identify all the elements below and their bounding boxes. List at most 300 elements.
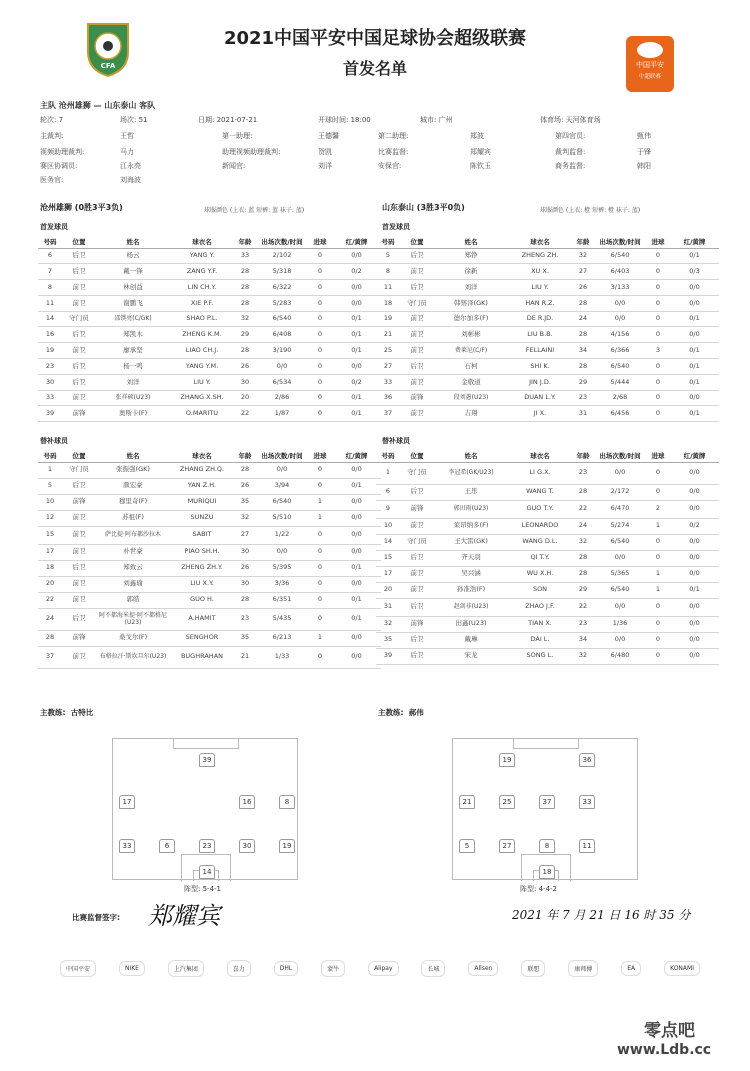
table-cell: 0/0	[256, 462, 308, 478]
cfa-logo-text: CFA	[100, 62, 116, 70]
sponsor-logo: 康师傅	[568, 960, 598, 977]
table-cell: 0	[308, 264, 332, 280]
table-cell: 33	[234, 248, 256, 264]
table-cell: 0	[308, 359, 332, 375]
table-cell: 3	[646, 343, 670, 359]
table-cell: 后卫	[400, 632, 434, 648]
table-cell: 0	[646, 374, 670, 390]
table-cell: GUO T.Y.	[508, 500, 572, 518]
table-cell: 前锋	[400, 616, 434, 632]
table-cell: 3/36	[256, 576, 308, 592]
table-row	[376, 566, 719, 582]
table-cell: 守门员	[62, 311, 96, 327]
player-shirt-icon: 33	[119, 839, 135, 853]
column-header: 出场次数/时间	[594, 450, 646, 462]
meta-field: 马力	[120, 148, 134, 156]
table-row	[376, 311, 719, 327]
table-cell: 0/0	[670, 500, 719, 518]
table-cell: 前卫	[400, 406, 434, 422]
table-cell: 2/172	[594, 484, 646, 500]
table-cell: 1	[646, 582, 670, 598]
table-cell: 6	[38, 248, 62, 264]
table-cell: 0	[308, 311, 332, 327]
table-cell: 28	[572, 359, 594, 375]
meta-field: 王哲	[120, 132, 134, 140]
table-cell: 28	[38, 630, 62, 646]
table-cell: LIN CH.Y.	[170, 280, 234, 296]
table-cell: 6/540	[594, 248, 646, 264]
table-cell: 0	[646, 280, 670, 296]
table-cell: 5	[38, 478, 62, 494]
table-cell: 1	[308, 510, 332, 526]
table-cell: 0/1	[332, 608, 381, 630]
table-cell: 0/1	[332, 343, 381, 359]
table-cell: 32	[376, 616, 400, 632]
player-shirt-icon: 27	[499, 839, 515, 853]
table-cell: 0	[308, 478, 332, 494]
table-cell: 37	[376, 406, 400, 422]
table-cell: 齐天羽	[434, 550, 508, 566]
table-cell: 1/22	[256, 526, 308, 544]
column-header: 进球	[646, 450, 670, 462]
column-header: 号码	[38, 236, 62, 248]
table-cell: 戴一锋	[96, 264, 170, 280]
table-cell: 0/0	[332, 544, 381, 560]
table-row	[38, 359, 381, 375]
table-cell: 前卫	[400, 343, 434, 359]
table-cell: 15	[38, 526, 62, 544]
table-cell: 0	[308, 462, 332, 478]
table-row	[38, 544, 381, 560]
table-cell: 0	[646, 462, 670, 484]
table-cell: 0	[308, 280, 332, 296]
table-cell: 李冠希(GK/U23)	[434, 462, 508, 484]
table-cell: 前卫	[62, 592, 96, 608]
meta-field: 安保官:	[378, 162, 402, 170]
table-cell: SENGHOR	[170, 630, 234, 646]
meta-field: 郑波	[470, 132, 484, 140]
table-cell: 32	[234, 510, 256, 526]
table-cell: 21	[376, 327, 400, 343]
table-cell: 阿不都海米提·阿不都格尼(U23)	[96, 608, 170, 630]
table-cell: 0/0	[670, 632, 719, 648]
table-cell: 28	[234, 295, 256, 311]
table-row	[38, 462, 381, 478]
table-cell: 0/1	[332, 592, 381, 608]
table-row	[38, 494, 381, 510]
table-row	[376, 582, 719, 598]
table-cell: 布格拉汗·斯坎旦尔(U23)	[96, 646, 170, 668]
table-cell: 0/0	[670, 648, 719, 664]
table-cell: 0	[646, 632, 670, 648]
meta-field: 于锋	[637, 148, 651, 156]
table-cell: 萨比提·阿布都沙拉木	[96, 526, 170, 544]
table-cell: 前锋	[62, 406, 96, 422]
sponsor-logo: 喜力	[227, 960, 251, 977]
table-cell: 0/1	[670, 343, 719, 359]
meta-field: 体育场: 天河体育场	[540, 116, 601, 124]
table-cell: 后卫	[400, 280, 434, 296]
table-cell: 守门员	[400, 534, 434, 550]
table-cell: 20	[234, 390, 256, 406]
csl-logo-sub: 中超联赛	[638, 74, 661, 80]
table-row	[38, 327, 381, 343]
table-cell: LIU Y.	[170, 374, 234, 390]
table-cell: 孙准浩(F)	[434, 582, 508, 598]
table-row	[38, 406, 381, 422]
table-cell: 前卫	[400, 566, 434, 582]
table-cell: 0/0	[332, 359, 381, 375]
table-cell: LIU B.B.	[508, 327, 572, 343]
meta-field: 第四官员:	[555, 132, 586, 140]
table-cell: 后卫	[400, 248, 434, 264]
table-cell: 0/0	[670, 598, 719, 616]
table-cell: 0/1	[332, 406, 381, 422]
table-cell: 0/1	[332, 311, 381, 327]
table-row	[38, 510, 381, 526]
table-cell: 0	[646, 598, 670, 616]
table-cell: 1	[646, 566, 670, 582]
table-cell: 23	[572, 462, 594, 484]
table-cell: 后卫	[62, 248, 96, 264]
table-cell: 前锋	[400, 500, 434, 518]
table-header-row	[376, 236, 719, 248]
table-cell: WANG T.	[508, 484, 572, 500]
home-coach-label: 主教练:	[40, 708, 66, 717]
table-row	[376, 327, 719, 343]
table-row	[38, 343, 381, 359]
table-cell: TIAN X.	[508, 616, 572, 632]
table-cell: 0/1	[332, 390, 381, 406]
table-cell: ZHAO J.F.	[508, 598, 572, 616]
table-row	[38, 280, 381, 296]
table-cell: 0/1	[332, 560, 381, 576]
table-cell: 34	[572, 343, 594, 359]
top-goal-box	[513, 739, 579, 749]
meta-field: 主裁判:	[40, 132, 64, 140]
table-cell: 郑凯木	[96, 327, 170, 343]
table-cell: 5/510	[256, 510, 308, 526]
table-row	[38, 295, 381, 311]
table-cell: 1	[308, 494, 332, 510]
table-cell: 16	[38, 327, 62, 343]
table-cell: 18	[38, 560, 62, 576]
table-cell: 0/3	[670, 264, 719, 280]
table-cell: 韩镕泽(GK)	[434, 295, 508, 311]
column-header: 红/黄牌	[670, 236, 719, 248]
table-cell: 0	[308, 560, 332, 576]
table-cell: 28	[234, 280, 256, 296]
table-cell: 0	[308, 544, 332, 560]
table-cell: ZHANG ZH.Q.	[170, 462, 234, 478]
table-cell: 0/0	[594, 311, 646, 327]
table-cell: 0	[646, 311, 670, 327]
table-cell: 后卫	[62, 608, 96, 630]
table-cell: 田鑫(U23)	[434, 616, 508, 632]
table-cell: 0/0	[332, 248, 381, 264]
table-cell: ZHENG ZH.Y.	[170, 560, 234, 576]
table-cell: 后卫	[400, 598, 434, 616]
table-cell: 35	[234, 630, 256, 646]
meta-field: 医务官:	[40, 176, 64, 184]
home-coach	[40, 707, 93, 718]
table-cell: 36	[376, 390, 400, 406]
sponsor-logo: Alipay	[368, 961, 398, 976]
table-cell: 前卫	[62, 544, 96, 560]
sponsor-logo: 蒙牛	[321, 960, 345, 977]
table-cell: 0/0	[332, 462, 381, 478]
column-header: 球衣名	[508, 450, 572, 462]
signature-datetime: 2021 年 7 月 21 日 16 时 35 分	[512, 908, 691, 922]
table-cell: 前卫	[62, 390, 96, 406]
table-row	[376, 500, 719, 518]
column-header: 姓名	[96, 236, 170, 248]
meta-field: 助理视频助理裁判:	[222, 148, 281, 156]
table-row	[376, 264, 719, 280]
away-formation: 阵型: 4-4-2	[520, 885, 557, 893]
meta-field: 商务监督:	[555, 162, 586, 170]
column-header: 球衣名	[508, 236, 572, 248]
sponsor-logo: 长城	[421, 960, 445, 977]
table-cell: 后卫	[62, 560, 96, 576]
table-cell: 0	[646, 248, 670, 264]
table-cell: 0/1	[670, 582, 719, 598]
column-header: 红/黄牌	[670, 450, 719, 462]
table-row	[38, 311, 381, 327]
table-cell: 32	[572, 648, 594, 664]
table-cell: 0	[646, 390, 670, 406]
table-cell: 14	[376, 534, 400, 550]
table-cell: 前锋	[62, 494, 96, 510]
table-cell: 0/0	[332, 576, 381, 592]
table-cell: 27	[376, 359, 400, 375]
table-cell: 吴兴涵	[434, 566, 508, 582]
table-cell: 赵剑非(U23)	[434, 598, 508, 616]
table-row	[376, 343, 719, 359]
table-cell: 22	[38, 592, 62, 608]
page-subtitle: 首发名单	[342, 59, 407, 78]
table-cell: 18	[376, 295, 400, 311]
table-row	[376, 518, 719, 534]
sponsor-logo: 中国平安	[60, 960, 96, 977]
table-cell: HAN R.Z.	[508, 295, 572, 311]
table-cell: 26	[234, 560, 256, 576]
table-row	[38, 374, 381, 390]
table-cell: 22	[572, 598, 594, 616]
player-shirt-icon: 39	[199, 753, 215, 767]
table-cell: 郑铮	[434, 248, 508, 264]
column-header: 位置	[400, 450, 434, 462]
table-row	[38, 630, 381, 646]
column-header: 红/黄牌	[332, 236, 381, 248]
signature-label: 比赛监督签字:	[72, 913, 120, 922]
table-cell: 张振强(GK)	[96, 462, 170, 478]
table-cell: 10	[376, 518, 400, 534]
table-cell: 前卫	[62, 646, 96, 668]
table-cell: 前卫	[62, 576, 96, 592]
table-header-row	[38, 450, 381, 462]
meta-field: 第一助理:	[222, 132, 253, 140]
table-cell: 后卫	[400, 648, 434, 664]
table-cell: 0/2	[670, 518, 719, 534]
table-cell: 7	[38, 264, 62, 280]
table-row	[38, 560, 381, 576]
table-cell: 后卫	[62, 359, 96, 375]
table-cell: 30	[38, 374, 62, 390]
table-cell: 19	[376, 311, 400, 327]
meta-field: 王德馨	[318, 132, 339, 140]
column-header: 姓名	[96, 450, 170, 462]
table-cell: 前卫	[400, 374, 434, 390]
table-cell: 石柯	[434, 359, 508, 375]
table-cell: 5	[376, 248, 400, 264]
table-cell: ZHENG ZH.	[508, 248, 572, 264]
table-cell: 32	[234, 311, 256, 327]
player-shirt-icon: 6	[159, 839, 175, 853]
table-cell: 0	[646, 550, 670, 566]
player-shirt-icon: 19	[499, 753, 515, 767]
table-row	[376, 406, 719, 422]
table-cell: 6/540	[594, 582, 646, 598]
table-cell: 后卫	[400, 550, 434, 566]
table-cell: 1/36	[594, 616, 646, 632]
table-cell: 0/2	[332, 374, 381, 390]
table-cell: 30	[234, 576, 256, 592]
table-cell: SHI K.	[508, 359, 572, 375]
table-cell: 28	[572, 295, 594, 311]
table-cell: LIAO CH.J.	[170, 343, 234, 359]
meta-field: 视频助理裁判:	[40, 148, 85, 156]
table-cell: A.HAMIT	[170, 608, 234, 630]
table-cell: LEONARDO	[508, 518, 572, 534]
sponsor-logo: 联想	[521, 960, 545, 977]
column-header: 出场次数/时间	[256, 236, 308, 248]
table-row	[376, 534, 719, 550]
table-cell: 5/444	[594, 374, 646, 390]
player-shirt-icon: 14	[199, 865, 215, 879]
table-cell: 廖承坚	[96, 343, 170, 359]
table-cell: JI X.	[508, 406, 572, 422]
table-cell: 苏祖(F)	[96, 510, 170, 526]
table-cell: 25	[376, 343, 400, 359]
table-cell: 邵镤亮(C/GK)	[96, 311, 170, 327]
player-shirt-icon: 30	[239, 839, 255, 853]
player-shirt-icon: 33	[579, 795, 595, 809]
table-row	[38, 478, 381, 494]
column-header: 红/黄牌	[332, 450, 381, 462]
table-cell: 0/0	[594, 632, 646, 648]
table-cell: 后卫	[62, 374, 96, 390]
table-cell: 6/540	[256, 311, 308, 327]
table-cell: 6/540	[256, 494, 308, 510]
table-cell: 0/1	[670, 248, 719, 264]
table-cell: 王大雷(GK)	[434, 534, 508, 550]
table-cell: LI G.X.	[508, 462, 572, 484]
table-cell: 0/0	[670, 295, 719, 311]
table-cell: 28	[234, 592, 256, 608]
home-formation: 阵型: 5-4-1	[184, 885, 221, 893]
table-cell: 穆里奇(F)	[96, 494, 170, 510]
table-cell: 前卫	[62, 343, 96, 359]
table-cell: 0/1	[670, 359, 719, 375]
meta-field: 贺凯	[318, 148, 332, 156]
player-shirt-icon: 8	[279, 795, 295, 809]
table-cell: 33	[376, 374, 400, 390]
table-cell: 29	[234, 327, 256, 343]
watermark-brand: 零点吧	[644, 1021, 695, 1041]
table-cell: SONG L.	[508, 648, 572, 664]
away-starters-label: 首发球员	[382, 223, 410, 231]
table-cell: 0/0	[670, 566, 719, 582]
table-cell: PIAO SH.H.	[170, 544, 234, 560]
table-cell: DUAN L.Y.	[508, 390, 572, 406]
table-cell: 28	[234, 343, 256, 359]
table-cell: 守门员	[400, 295, 434, 311]
table-cell: 0/0	[670, 616, 719, 632]
table-row	[38, 592, 381, 608]
table-cell: 宋龙	[434, 648, 508, 664]
table-cell: 3/190	[256, 343, 308, 359]
table-cell: 前卫	[62, 510, 96, 526]
table-cell: 21	[234, 646, 256, 668]
sponsor-strip	[60, 960, 700, 977]
table-cell: 0/2	[332, 264, 381, 280]
table-cell: SUNZU	[170, 510, 234, 526]
meta-field: 刘洋	[318, 162, 332, 170]
home-coach-name: 古特比	[70, 708, 94, 717]
table-row	[376, 295, 719, 311]
table-cell: XU X.	[508, 264, 572, 280]
table-cell: 颜宏豪	[96, 478, 170, 494]
table-cell: ZHANG X.SH.	[170, 390, 234, 406]
table-cell: FELLAINI	[508, 343, 572, 359]
table-cell: 朴世豪	[96, 544, 170, 560]
home-starters-table	[38, 236, 381, 422]
table-cell: WANG D.L.	[508, 534, 572, 550]
page-title: 2021中国平安中国足球协会超级联赛	[223, 28, 527, 49]
table-cell: 0	[646, 327, 670, 343]
table-cell: 0/1	[332, 327, 381, 343]
table-cell: 0/1	[670, 311, 719, 327]
csl-logo	[626, 36, 674, 92]
table-cell: 20	[376, 582, 400, 598]
player-shirt-icon: 25	[499, 795, 515, 809]
table-cell: 32	[572, 248, 594, 264]
table-cell: 29	[572, 582, 594, 598]
table-cell: 6/540	[594, 359, 646, 375]
meta-field: 新闻官:	[222, 162, 246, 170]
table-row	[376, 280, 719, 296]
table-cell: YANG Y.M.	[170, 359, 234, 375]
column-header: 姓名	[434, 450, 508, 462]
table-row	[38, 608, 381, 630]
meta-field: 轮次: 7	[40, 116, 64, 124]
table-cell: 17	[376, 566, 400, 582]
table-cell: 37	[38, 646, 62, 668]
table-header-row	[376, 450, 719, 462]
column-header: 位置	[400, 236, 434, 248]
table-cell: QI T.Y.	[508, 550, 572, 566]
table-cell: 5/395	[256, 560, 308, 576]
table-cell: 前锋	[400, 390, 434, 406]
column-header: 位置	[62, 450, 96, 462]
table-cell: 守门员	[400, 462, 434, 484]
table-cell: 26	[234, 478, 256, 494]
table-cell: 0	[308, 592, 332, 608]
table-cell: ZANG Y.F.	[170, 264, 234, 280]
table-cell: 28	[234, 264, 256, 280]
column-header: 位置	[62, 236, 96, 248]
